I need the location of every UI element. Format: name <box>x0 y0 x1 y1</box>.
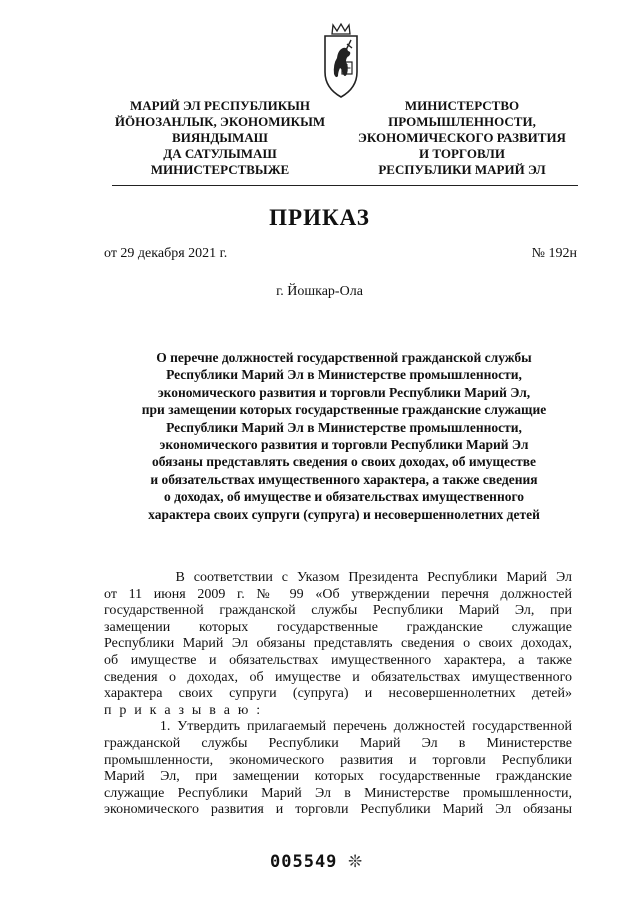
body-line: замещении которых государственные гражданские служащие <box>104 619 572 635</box>
subject-line: обязаны представлять сведения о своих доходах, об имуществе <box>151 454 537 470</box>
body-line: 1. Утвердить прилагаемый перечень должностей государственной <box>104 719 572 735</box>
mari-el-coat-of-arms-icon <box>316 22 366 100</box>
ministry-name-russian <box>332 98 592 178</box>
body-line: характера своих супруги (супруга) и несовершеннолетних детей» <box>104 686 572 702</box>
document-city: г. Йошкар-Ола <box>276 284 363 299</box>
subject-line: экономического развития и торговли Республики Марий Эл, <box>157 384 531 400</box>
body-line: Марий Эл, при замещении которых государственные гражданские <box>104 769 572 785</box>
body-line: В соответствии с Указом Президента Республики Марий Эл <box>104 570 572 585</box>
form-serial-number: 005549 <box>270 852 338 872</box>
subject-line: характера своих супруги (супруга) и несовершеннолетних детей <box>148 506 540 522</box>
header-left-line: МАРИЙ ЭЛ РЕСПУБЛИКЫН <box>129 98 311 113</box>
header-right-line: ЭКОНОМИЧЕСКОГО РАЗВИТИЯ <box>358 130 566 145</box>
header-right-line: РЕСПУБЛИКИ МАРИЙ ЭЛ <box>378 162 546 177</box>
header-left-line: МИНИСТЕРСТВЫЖЕ <box>150 162 290 177</box>
ministry-name-mari <box>100 98 340 178</box>
header-right-line: И ТОРГОВЛИ <box>419 146 505 161</box>
header-divider <box>112 185 578 186</box>
body-line: гражданской службы Республики Марий Эл в Министерстве <box>104 735 572 751</box>
body-line: служащие Республики Марий Эл в Министерстве промышленности, <box>104 785 572 801</box>
body-line: Республики Марий Эл обязаны представлять сведения о своих доходах, <box>104 636 572 652</box>
subject-line: о доходах, об имуществе и обязательствах имущественного <box>163 489 525 505</box>
document-body <box>104 570 572 819</box>
subject-line: Республики Марий Эл в Министерстве промышленности, <box>166 367 522 383</box>
document-title: ПРИКАЗ <box>269 205 370 230</box>
body-line: от 11 июня 2009 г. № 99 «Об утверждении перечня должностей <box>104 586 572 602</box>
subject-line: при замещении которых государственные гражданские служащие <box>141 402 547 418</box>
body-line: экономического развития и торговли Республики Марий Эл обязаны <box>104 802 572 818</box>
serial-mark-icon: ❊ <box>348 852 363 871</box>
header-left-line: ВИЯНДЫМАШ <box>172 130 268 145</box>
body-line: п р и к а з ы в а ю : <box>104 702 263 718</box>
document-number: № 192н <box>531 246 577 261</box>
document-subject <box>104 349 584 523</box>
header-left-line: ДА САТУЛЫМАШ <box>163 146 277 161</box>
header-right-line: МИНИСТЕРСТВО <box>404 98 520 113</box>
subject-line: Республики Марий Эл в Министерстве промышленности, <box>166 419 522 435</box>
subject-line: экономического развития и торговли Республики Марий Эл <box>159 437 529 453</box>
body-line: промышленности, экономического развития и торговли Республики <box>104 752 572 768</box>
document-date: от 29 декабря 2021 г. <box>104 246 228 261</box>
header-left-line: ЙÖНОЗАНЛЫК, ЭКОНОМИКЫМ <box>114 114 326 129</box>
body-line: государственной гражданской службы Республики Марий Эл, при <box>104 603 572 619</box>
subject-line: и обязательствах имущественного характера, а также сведения <box>150 471 538 487</box>
header-right-line: ПРОМЫШЛЕННОСТИ, <box>388 114 536 129</box>
body-line: сведения о доходах, об имуществе и обязательствах имущественного <box>104 669 572 685</box>
body-line: об имуществе и обязательствах имущественного характера, а также <box>104 652 572 668</box>
subject-line: О перечне должностей государственной гражданской службы <box>156 350 532 365</box>
